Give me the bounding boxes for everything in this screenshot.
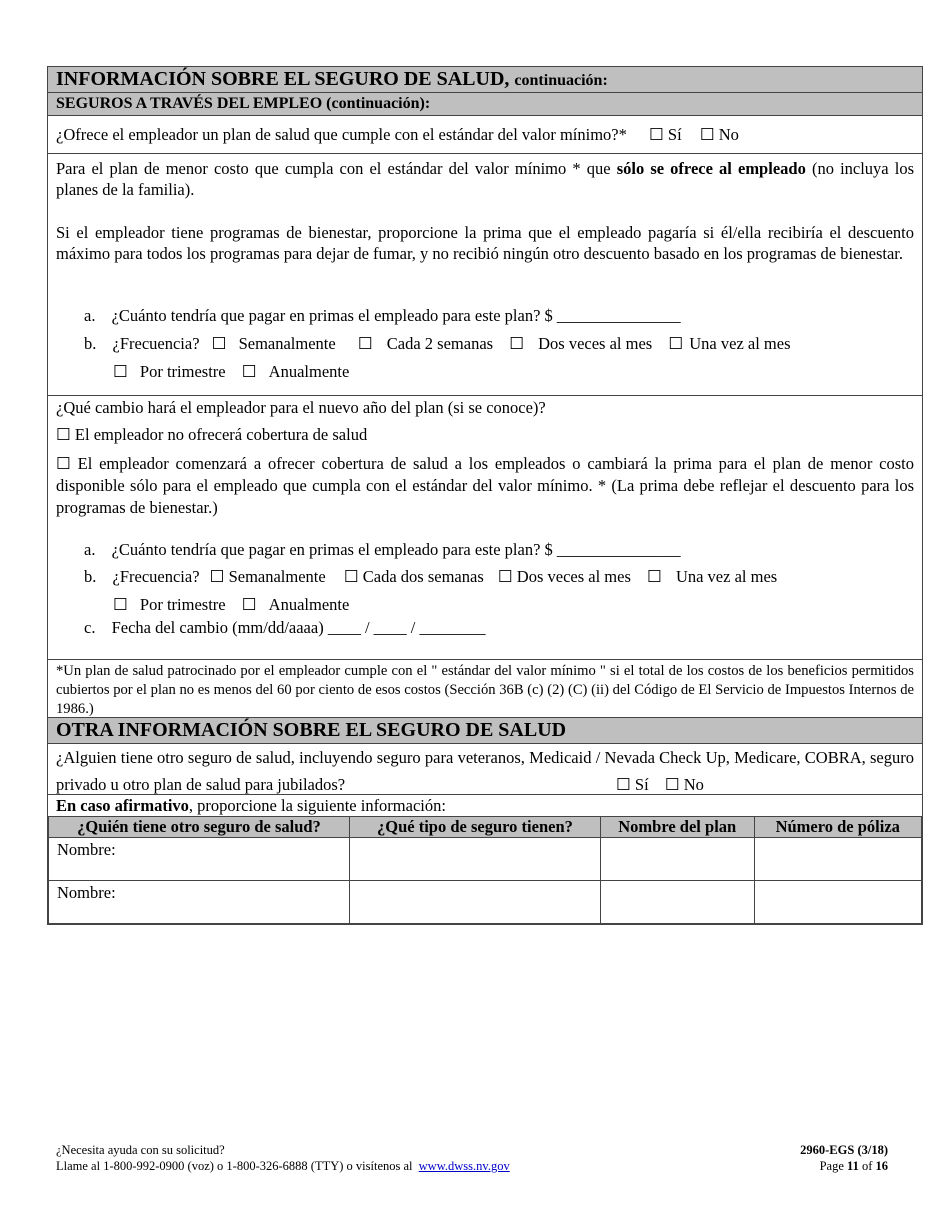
title-main: INFORMACIÓN SOBRE EL SEGURO DE SALUD, <box>56 68 510 90</box>
change-freq-monthly-checkbox[interactable]: ☐ <box>647 567 662 586</box>
change-freq-monthly-label: Una vez al mes <box>675 567 778 586</box>
freq-monthly-checkbox[interactable]: ☐ <box>668 334 684 353</box>
name-cell[interactable]: Nombre: <box>49 838 350 881</box>
other-insurance-question-section <box>48 744 922 795</box>
page-current: 11 <box>847 1159 859 1173</box>
lowest-cost-section <box>48 154 922 396</box>
change-freq-biweekly-checkbox[interactable]: ☐ <box>343 567 359 586</box>
other-yes-checkbox[interactable]: ☐ <box>616 775 631 794</box>
health-insurance-form <box>47 66 923 925</box>
type-cell[interactable] <box>349 838 600 881</box>
policy-cell[interactable] <box>754 838 922 881</box>
col-who: ¿Quién tiene otro seguro de salud? <box>49 817 350 838</box>
freq-annually-checkbox[interactable]: ☐ <box>241 362 257 381</box>
col-type: ¿Qué tipo de seguro tienen? <box>349 817 600 838</box>
freq-monthly-label: Una vez al mes <box>689 334 791 353</box>
min-value-question: ¿Ofrece el empleador un plan de salud que cumple con el estándar del valor mínimo?* <box>56 125 627 144</box>
plan-cell[interactable] <box>600 838 754 881</box>
change-premium-question-a <box>84 540 681 560</box>
change-freq-annually-checkbox[interactable]: ☐ <box>241 595 257 614</box>
form-id: 2960-EGS (3/18) <box>800 1143 888 1157</box>
change-frequency-question-b <box>84 567 777 587</box>
intro-pre: Para el plan de menor costo que cumpla con el estándar del valor mínimo * que <box>56 159 611 178</box>
min-value-no-label: No <box>718 125 739 144</box>
change-freq-twice-month-checkbox[interactable]: ☐ <box>497 567 513 586</box>
if-yes-line <box>48 795 922 816</box>
change-freq-biweekly-label: Cada dos semanas <box>362 567 484 586</box>
item-label: a. <box>84 306 96 325</box>
freq-weekly-label: Semanalmente <box>238 334 336 353</box>
footer-help: ¿Necesita ayuda con su solicitud? <box>56 1143 225 1157</box>
min-value-yes-label: Sí <box>667 125 682 144</box>
change-freq-annually-label: Anualmente <box>268 595 350 614</box>
change-freq-quarterly-checkbox[interactable]: ☐ <box>113 595 128 614</box>
section-title <box>48 67 922 93</box>
plan-change-section <box>48 396 922 660</box>
premium-amount-field[interactable]: ¿Cuánto tendría que pagar en primas el empleado para este plan? $ _______________ <box>111 306 681 325</box>
start-coverage-checkbox[interactable]: ☐ <box>56 454 71 473</box>
page-total: 16 <box>875 1159 888 1173</box>
table-row <box>49 881 922 924</box>
freq-quarterly-label: Por trimestre <box>139 362 226 381</box>
name-cell[interactable]: Nombre: <box>49 881 350 924</box>
footer-right <box>800 1142 888 1174</box>
other-insurance-table <box>48 816 922 924</box>
change-date-question-c <box>84 618 486 638</box>
change-premium-amount-field[interactable]: ¿Cuánto tendría que pagar en primas el empleado para este plan? $ _______________ <box>111 540 681 559</box>
intro-post: (no incluya los planes de la familia). <box>56 159 915 199</box>
policy-cell[interactable] <box>754 881 922 924</box>
min-value-no-checkbox[interactable]: ☐ <box>699 125 715 144</box>
change-freq-twice-month-label: Dos veces al mes <box>516 567 631 586</box>
if-yes-bold: En caso afirmativo <box>56 796 189 815</box>
page-footer <box>56 1142 888 1174</box>
plan-cell[interactable] <box>600 881 754 924</box>
page-word: Page <box>819 1159 844 1173</box>
freq-biweekly-checkbox[interactable]: ☐ <box>357 334 373 353</box>
item-label: a. <box>84 540 96 559</box>
other-no-checkbox[interactable]: ☐ <box>664 775 680 794</box>
wellness-paragraph: Si el empleador tiene programas de bienestar, proporcione la prima que el empleado pagaría si él/ella recibiría el descuento máximo para todos los programas para dejar de fumar, y no recibió ningún otro descuento basado en los programas de bienestar. <box>56 223 914 263</box>
item-label: b. <box>84 334 97 353</box>
freq-biweekly-label: Cada 2 semanas <box>386 334 494 353</box>
col-policy-number: Número de póliza <box>754 817 922 838</box>
section-subtitle: SEGUROS A TRAVÉS DEL EMPLEO (continuación): <box>48 93 922 116</box>
change-option-2 <box>56 453 914 519</box>
freq-quarterly-checkbox[interactable]: ☐ <box>113 362 128 381</box>
table-row <box>49 838 922 881</box>
frequency-label: ¿Frecuencia? <box>112 334 200 353</box>
item-label: c. <box>84 618 96 637</box>
table-header-row <box>49 817 922 838</box>
change-freq-quarterly-label: Por trimestre <box>139 595 226 614</box>
start-coverage-label: El empleador comenzará a ofrecer cobertura de salud a los empleados o cambiará la prima para el plan de menor costo disponible sólo para el empleado que cumpla con el estándar del valor mínimo. * (La prima debe reflejar el descuento para los programas de bienestar.) <box>56 454 914 517</box>
frequency-label: ¿Frecuencia? <box>112 567 200 586</box>
change-date-field[interactable]: Fecha del cambio (mm/dd/aaaa) ____ / ____ / ________ <box>111 618 486 637</box>
col-plan-name: Nombre del plan <box>600 817 754 838</box>
change-freq-weekly-label: Semanalmente <box>228 567 326 586</box>
footer-call-text: Llame al 1-800-992-0900 (voz) o 1-800-326-6888 (TTY) o visítenos al <box>56 1159 413 1173</box>
website-link[interactable]: www.dwss.nv.gov <box>418 1159 510 1173</box>
other-insurance-answer <box>616 771 704 798</box>
frequency-question-b-cont <box>113 362 349 382</box>
change-freq-weekly-checkbox[interactable]: ☐ <box>209 567 225 586</box>
of-word: of <box>861 1159 873 1173</box>
freq-weekly-checkbox[interactable]: ☐ <box>211 334 227 353</box>
no-coverage-label: El empleador no ofrecerá cobertura de salud <box>74 425 368 444</box>
freq-twice-month-label: Dos veces al mes <box>538 334 653 353</box>
page-number <box>800 1158 888 1174</box>
change-frequency-question-b-cont <box>113 595 349 615</box>
other-insurance-title: OTRA INFORMACIÓN SOBRE EL SEGURO DE SALUD <box>48 718 922 744</box>
min-value-footnote: *Un plan de salud patrocinado por el empleador cumple con el " estándar del valor mínimo " si el total de los costos de los beneficios permitidos cubiertos por el plan no es menos del 60 por ciento de esos costos (Sección 36B (c) (2) (C) (ii) del Código de El Servicio de Impuestos Internos de 1986.) <box>48 660 922 718</box>
min-value-yes-checkbox[interactable]: ☐ <box>649 125 664 144</box>
other-yes-label: Sí <box>634 775 649 794</box>
freq-annually-label: Anualmente <box>268 362 350 381</box>
intro-bold: sólo se ofrece al empleado <box>616 159 806 178</box>
frequency-question-b <box>84 334 791 354</box>
type-cell[interactable] <box>349 881 600 924</box>
other-insurance-question: ¿Alguien tiene otro seguro de salud, incluyendo seguro para veteranos, Medicaid / Nevada Check Up, Medicare, COBRA, seguro privado u otro plan de salud para jubilados? <box>56 748 914 794</box>
other-no-label: No <box>683 775 704 794</box>
min-value-section <box>48 116 922 154</box>
title-continuation: continuación: <box>514 72 608 89</box>
premium-question-a <box>84 306 681 326</box>
freq-twice-month-checkbox[interactable]: ☐ <box>509 334 524 353</box>
if-yes-rest: , proporcione la siguiente información: <box>188 796 446 815</box>
lowest-cost-intro <box>56 158 914 200</box>
change-option-1 <box>56 425 367 445</box>
change-question: ¿Qué cambio hará el empleador para el nuevo año del plan (si se conoce)? <box>56 398 546 417</box>
no-coverage-checkbox[interactable]: ☐ <box>56 425 71 444</box>
footer-call <box>56 1158 888 1174</box>
item-label: b. <box>84 567 97 586</box>
